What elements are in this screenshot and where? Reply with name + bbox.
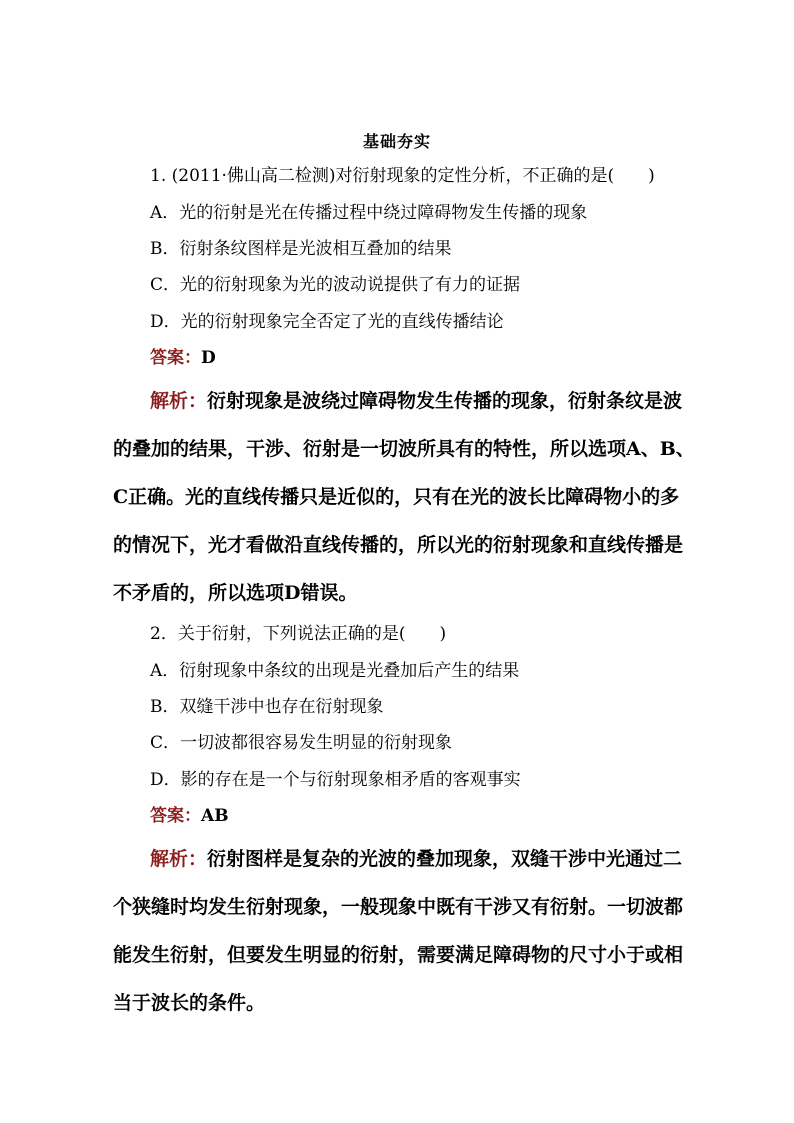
explanation-line: C正确。光的直线传播只是近似的，只有在光的波长比障碍物小的多: [113, 486, 680, 508]
question-2-option-c: C．一切波都很容易发生明显的衍射现象: [150, 733, 453, 753]
explanation-line: 不矛盾的，所以选项D错误。: [113, 582, 358, 604]
answer-label: 答案：: [150, 806, 201, 826]
section-title: 基础夯实: [362, 132, 431, 151]
question-1-option-d: D．光的衍射现象完全否定了光的直线传播结论: [150, 312, 504, 332]
question-2-option-a: A．衍射现象中条纹的出现是光叠加后产生的结果: [150, 661, 520, 681]
explanation-label: 解析：: [150, 848, 208, 870]
question-1-option-b: B．衍射条纹图样是光波相互叠加的结果: [150, 239, 452, 259]
question-1-explanation: [113, 377, 695, 617]
explanation-label: 解析：: [150, 390, 208, 412]
question-2-answer: [150, 808, 229, 825]
question-1-option-c: C．光的衍射现象为光的波动说提供了有力的证据: [150, 275, 521, 295]
answer-label: 答案：: [150, 348, 201, 368]
question-1-answer: [150, 350, 216, 367]
question-1-option-a: A．光的衍射是光在传播过程中绕过障碍物发生传播的现象: [150, 203, 588, 223]
question-1-stem: 1. (2011·佛山高二检测)对衍射现象的定性分析，不正确的是( ): [150, 166, 655, 186]
question-2-option-b: B．双缝干涉中也存在衍射现象: [150, 697, 384, 717]
explanation-line: 个狭缝时均发生衍射现象，一般现象中既有干涉又有衍射。一切波都: [113, 896, 684, 918]
answer-value: AB: [201, 806, 229, 826]
explanation-line: 能发生衍射，但要发生明显的衍射，需要满足障碍物的尺寸小于或相: [113, 944, 684, 966]
question-2-stem: 2．关于衍射，下列说法正确的是( ): [150, 624, 447, 644]
question-2-explanation: [113, 835, 688, 1027]
explanation-line: 的情况下，光才看做沿直线传播的，所以光的衍射现象和直线传播是: [113, 534, 684, 556]
question-2-option-d: D．影的存在是一个与衍射现象相矛盾的客观事实: [150, 770, 521, 790]
explanation-line: 解析：衍射图样是复杂的光波的叠加现象，双缝干涉中光通过二: [150, 848, 683, 870]
explanation-line: 解析：衍射现象是波绕过障碍物发生传播的现象，衍射条纹是波: [150, 390, 683, 412]
answer-value: D: [201, 348, 216, 368]
explanation-line: 当于波长的条件。: [113, 992, 266, 1014]
explanation-line: 的叠加的结果，干涉、衍射是一切波所具有的特性，所以选项A、B、: [113, 438, 695, 460]
